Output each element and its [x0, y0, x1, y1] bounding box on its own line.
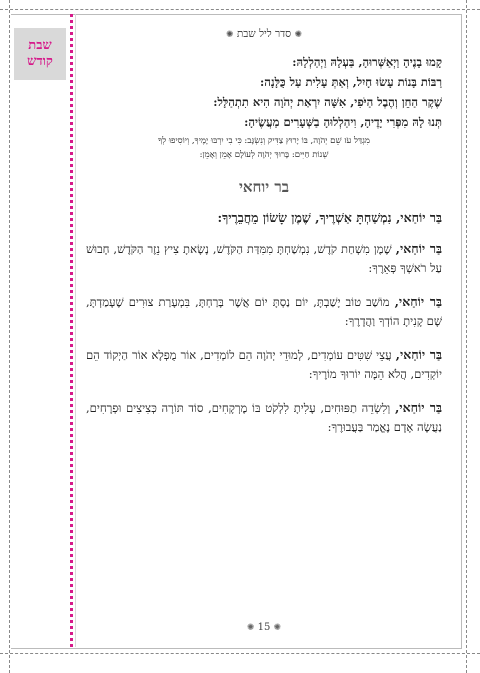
margin-inner-rule [75, 14, 76, 647]
side-tab-line1: שבת [28, 38, 52, 53]
running-head [86, 28, 442, 40]
stanza-lead: בַּר יוֹחַאי, [395, 241, 443, 256]
psalm-line: רַבּוֹת בָּנוֹת עָשׂוּ חָיִל, וְאַתְּ עָלִית עַל כֻּלָּנָה: [260, 75, 442, 89]
side-tab-line2: קודש [27, 54, 53, 69]
stanza-text: מוֹשַׁב טוֹב יָשַׁבְתָּ, יוֹם נַסְתָּ יוֹם אֲשֶׁר בָּרַחְתָּ, בִּמְעָרַת צוּרִים שֶׁעָמַדְתָּ, שָׁם קָנִיתָ הוֹדְךָ וַהֲדָרֶךָ: [86, 295, 442, 328]
running-head-title: סדר ליל שבת [236, 28, 292, 40]
margin-dotted-rule [70, 14, 73, 647]
ornament-icon: ✺ [273, 623, 282, 633]
blessing-text [86, 134, 442, 162]
stanza [86, 398, 442, 437]
psalm-line: תְּנוּ לָהּ מִפְּרִי יָדֶיהָ, וִיהַלְלוּהָ בַשְּׁעָרִים מַעֲשֶׂיהָ: [244, 115, 442, 129]
crop-line-top [0, 9, 480, 10]
crop-line-bottom [0, 653, 480, 654]
stanza-text: וְלִשְׂדֵה תַפּוּחִים, עָלִיתָ לִלְקֹט בּוֹ מֶרְקָחִים, סוֹד תּוֹרָה כְּצִיצִים וּפְרָחִים, נַעֲשֶׂה אָדָם נֶאֱמַר בַּעֲבוּרֶךָ: [86, 401, 442, 434]
side-tab [14, 28, 66, 80]
stanza-text: שֶׁמֶן מִשְׁחַת קֹדֶשׁ, נִמְשַׁחְתָּ מִמִּדַּת הַקֹּדֶשׁ, נָשָׂאתָ צִיץ נֵזֶר הַקֹּדֶשׁ, חָבוּשׁ עַל רֹאשְׁךָ פְּאֵרֶךָ: [86, 242, 442, 275]
blessing-line: שְׁנוֹת חַיִּים: בָּרוּךְ יְהֹוָה לְעוֹלָם אָמֵן וְאָמֵן: [199, 150, 329, 160]
stanza [86, 292, 442, 331]
stanza-lead: בַּר יוֹחַאי, [395, 347, 442, 362]
blessing-line: מִגְדַּל עֹז שֵׁם יְהֹוָה, בּוֹ יָרוּץ צַדִּיק וְנִשְׂגָּב: כִּי בִי יִרְבּוּ יָמֶיךָ, וְיוֹסִיפוּ לְךָ [158, 136, 370, 146]
ornament-icon: ✺ [225, 30, 234, 40]
crop-line-left [9, 0, 10, 673]
stanza-text: עֲצֵי שִׁטִּים עוֹמְדִים, לְמוּדֵי יְהֹוָה הֵם לוֹמְדִים, אוֹר מֻפְלָא אוֹר הַיְקוֹד הֵם יוֹקְדִים, הֲלֹא הֵמָּה יוֹרוּךָ מוֹרֶיךָ: [86, 348, 442, 381]
section-title: בר יוחאי [238, 178, 290, 196]
stanza-lead: בַּר יוֹחַאי, [394, 400, 443, 415]
page-number: 15 [257, 622, 271, 633]
ornament-icon: ✺ [294, 30, 303, 40]
opening-line: בַּר יוֹחַאי, נִמְשַׁחְתָּ אַשְׁרֶיךָ, שֶׁמֶן שָׂשׂוֹן מֵחֲבֵרֶיךָ: [217, 210, 442, 225]
stanza-lead: בַּר יוֹחַאי, [394, 294, 442, 309]
ornament-icon: ✺ [246, 623, 255, 633]
psalm-line: שֶׁקֶר הַחֵן וְהֶבֶל הַיֹּפִי, אִשָּׁה יִרְאַת יְהֹוָה הִיא תִתְהַלָּל: [213, 95, 442, 109]
psalm-line: קָמוּ בָנֶיהָ וַיְאַשְּׁרוּהָ, בַּעְלָהּ וַיְהַלְלָהּ: [292, 55, 442, 69]
page-footer [86, 622, 442, 633]
page-content [86, 28, 442, 451]
stanza [86, 345, 442, 384]
stanza [86, 239, 442, 278]
crop-line-right [466, 0, 467, 673]
